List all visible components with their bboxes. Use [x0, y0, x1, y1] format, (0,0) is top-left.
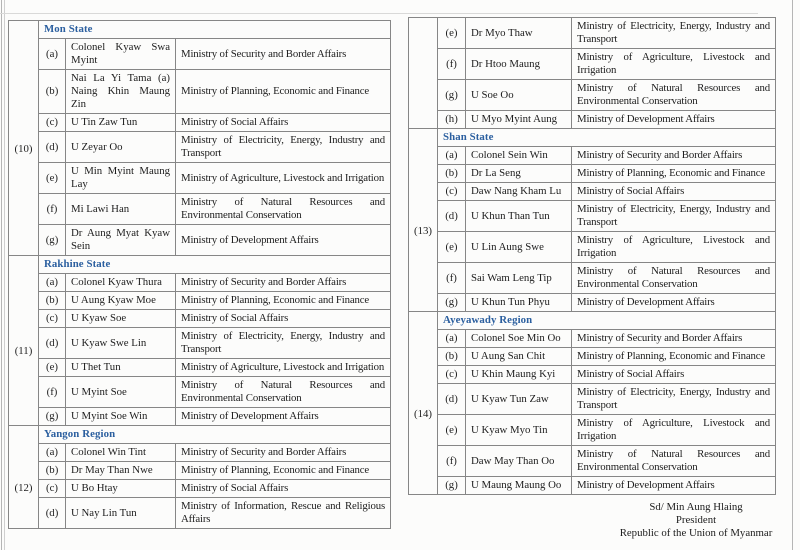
page-edge-line-left-outer [1, 0, 2, 550]
state-header-row [409, 129, 776, 147]
member-name: Nai La Yi Tama (a) Naing Khin Maung Zin [66, 70, 176, 114]
member-name: Dr Htoo Maung [466, 49, 572, 80]
member-number: (10) [9, 21, 39, 256]
member-name: U Lin Aung Swe [466, 232, 572, 263]
state-block [409, 18, 776, 129]
member-letter: (c) [39, 114, 66, 132]
member-letter: (g) [39, 408, 66, 426]
signature-sd-line: Sd/ Min Aung Hlaing [649, 501, 743, 513]
member-letter: (f) [39, 194, 66, 225]
member-letter: (e) [438, 18, 466, 49]
member-letter: (d) [438, 201, 466, 232]
member-letter: (c) [39, 480, 66, 498]
table-row [409, 49, 776, 80]
table-row [409, 201, 776, 232]
table-row [9, 444, 391, 462]
table-row [9, 462, 391, 480]
member-name: U Min Myint Maung Lay [66, 163, 176, 194]
member-name: Colonel Kyaw Thura [66, 274, 176, 292]
signature-title-line: President [675, 514, 717, 526]
table-row [409, 147, 776, 165]
member-letter: (b) [39, 70, 66, 114]
member-name: Mi Lawi Han [66, 194, 176, 225]
member-ministry: Ministry of Natural Resources and Environmental Conservation [176, 194, 391, 225]
member-letter: (g) [438, 294, 466, 312]
member-name: U Khun Tun Phyu [466, 294, 572, 312]
table-row [409, 263, 776, 294]
table-row [409, 232, 776, 263]
member-ministry: Ministry of Agriculture, Livestock and Irrigation [176, 359, 391, 377]
state-government-table [8, 20, 391, 529]
member-ministry: Ministry of Natural Resources and Environmental Conservation [572, 80, 776, 111]
member-name: U Thet Tun [66, 359, 176, 377]
state-header: Rakhine State [39, 256, 391, 274]
member-letter: (f) [438, 263, 466, 294]
member-letter: (g) [39, 225, 66, 256]
table-row [9, 310, 391, 328]
table-row [9, 292, 391, 310]
member-ministry: Ministry of Planning, Economic and Finance [176, 292, 391, 310]
member-ministry: Ministry of Planning, Economic and Finance [176, 462, 391, 480]
member-letter: (b) [39, 292, 66, 310]
state-block [409, 129, 776, 312]
member-ministry: Ministry of Security and Border Affairs [572, 330, 776, 348]
table-row [409, 183, 776, 201]
table-row [9, 498, 391, 529]
state-header: Ayeyawady Region [438, 312, 776, 330]
table-row [409, 111, 776, 129]
state-header: Shan State [438, 129, 776, 147]
member-ministry: Ministry of Development Affairs [572, 477, 776, 495]
government-table-column-left [8, 20, 390, 529]
signature-block [600, 501, 792, 540]
table-row [9, 70, 391, 114]
member-name: U Bo Htay [66, 480, 176, 498]
member-name: Daw May Than Oo [466, 446, 572, 477]
member-letter: (g) [438, 477, 466, 495]
state-header-row [9, 256, 391, 274]
member-letter: (a) [39, 39, 66, 70]
member-letter: (c) [39, 310, 66, 328]
member-ministry: Ministry of Development Affairs [176, 225, 391, 256]
table-row [9, 225, 391, 256]
member-name: Colonel Soe Min Oo [466, 330, 572, 348]
member-ministry: Ministry of Electricity, Energy, Industry and Transport [572, 384, 776, 415]
state-block [9, 426, 391, 529]
state-header-row [9, 426, 391, 444]
member-name: U Kyaw Myo Tin [466, 415, 572, 446]
table-row [409, 415, 776, 446]
member-letter: (e) [39, 359, 66, 377]
member-letter: (d) [39, 132, 66, 163]
table-row [9, 328, 391, 359]
signature-country-line: Republic of the Union of Myanmar [619, 527, 773, 539]
member-name: Dr La Seng [466, 165, 572, 183]
member-number: (13) [409, 129, 438, 312]
table-row [409, 330, 776, 348]
member-letter: (e) [438, 415, 466, 446]
member-name: U Myint Soe [66, 377, 176, 408]
member-letter: (g) [438, 80, 466, 111]
member-ministry: Ministry of Planning, Economic and Finance [176, 70, 391, 114]
state-government-table [408, 17, 776, 495]
table-row [9, 408, 391, 426]
member-ministry: Ministry of Social Affairs [176, 480, 391, 498]
table-row [409, 348, 776, 366]
member-name: Dr Aung Myat Kyaw Sein [66, 225, 176, 256]
member-ministry: Ministry of Electricity, Energy, Industry and Transport [572, 201, 776, 232]
member-name: Colonel Kyaw Swa Myint [66, 39, 176, 70]
member-letter: (d) [39, 328, 66, 359]
member-name: Sai Wam Leng Tip [466, 263, 572, 294]
member-ministry: Ministry of Natural Resources and Environmental Conservation [572, 446, 776, 477]
state-block [9, 21, 391, 256]
member-letter: (a) [438, 330, 466, 348]
member-letter: (f) [39, 377, 66, 408]
state-header-row [409, 312, 776, 330]
table-row [9, 132, 391, 163]
table-row [409, 165, 776, 183]
member-ministry: Ministry of Agriculture, Livestock and Irrigation [572, 49, 776, 80]
page-edge-line-right [792, 0, 793, 550]
state-header: Yangon Region [39, 426, 391, 444]
member-letter: (e) [438, 232, 466, 263]
member-ministry: Ministry of Social Affairs [176, 310, 391, 328]
table-row [9, 359, 391, 377]
table-row [9, 39, 391, 70]
member-name: U Kyaw Swe Lin [66, 328, 176, 359]
table-row [409, 477, 776, 495]
table-row [409, 80, 776, 111]
table-row [409, 18, 776, 49]
table-row [9, 194, 391, 225]
member-letter: (a) [39, 444, 66, 462]
member-letter: (a) [39, 274, 66, 292]
member-number: (14) [409, 312, 438, 495]
member-letter: (e) [39, 163, 66, 194]
member-ministry: Ministry of Agriculture, Livestock and Irrigation [572, 415, 776, 446]
member-letter: (d) [438, 384, 466, 415]
table-row [9, 377, 391, 408]
member-name: U Khin Maung Kyi [466, 366, 572, 384]
member-ministry: Ministry of Development Affairs [572, 111, 776, 129]
member-letter: (c) [438, 366, 466, 384]
member-ministry: Ministry of Natural Resources and Environmental Conservation [572, 263, 776, 294]
table-row [409, 384, 776, 415]
member-ministry: Ministry of Development Affairs [572, 294, 776, 312]
member-letter: (a) [438, 147, 466, 165]
member-ministry: Ministry of Social Affairs [572, 366, 776, 384]
member-name: Dr Myo Thaw [466, 18, 572, 49]
member-letter: (d) [39, 498, 66, 529]
member-name: U Kyaw Soe [66, 310, 176, 328]
member-letter: (b) [438, 348, 466, 366]
member-ministry: Ministry of Electricity, Energy, Industry and Transport [572, 18, 776, 49]
member-letter: (f) [438, 446, 466, 477]
table-row [9, 480, 391, 498]
member-letter: (b) [438, 165, 466, 183]
member-ministry: Ministry of Security and Border Affairs [572, 147, 776, 165]
table-row [409, 366, 776, 384]
member-letter: (c) [438, 183, 466, 201]
member-ministry: Ministry of Information, Rescue and Religious Affairs [176, 498, 391, 529]
member-ministry: Ministry of Security and Border Affairs [176, 444, 391, 462]
table-row [409, 446, 776, 477]
member-name: Daw Nang Kham Lu [466, 183, 572, 201]
member-ministry: Ministry of Agriculture, Livestock and Irrigation [176, 163, 391, 194]
member-ministry: Ministry of Electricity, Energy, Industry and Transport [176, 328, 391, 359]
member-name: U Soe Oo [466, 80, 572, 111]
member-name: Dr May Than Nwe [66, 462, 176, 480]
state-header-row [9, 21, 391, 39]
member-name: Colonel Sein Win [466, 147, 572, 165]
state-header: Mon State [39, 21, 391, 39]
member-name: U Myo Myint Aung [466, 111, 572, 129]
member-ministry: Ministry of Planning, Economic and Finance [572, 348, 776, 366]
member-number: (12) [9, 426, 39, 529]
member-name: U Aung San Chit [466, 348, 572, 366]
member-ministry: Ministry of Development Affairs [176, 408, 391, 426]
member-letter: (b) [39, 462, 66, 480]
table-row [9, 163, 391, 194]
table-row [9, 274, 391, 292]
state-block [9, 256, 391, 426]
table-row [9, 114, 391, 132]
member-name: U Zeyar Oo [66, 132, 176, 163]
member-name: U Maung Maung Oo [466, 477, 572, 495]
member-name: U Myint Soe Win [66, 408, 176, 426]
member-ministry: Ministry of Social Affairs [176, 114, 391, 132]
member-name: U Kyaw Tun Zaw [466, 384, 572, 415]
page-top-rule [0, 13, 758, 14]
member-name: U Aung Kyaw Moe [66, 292, 176, 310]
member-ministry: Ministry of Social Affairs [572, 183, 776, 201]
member-name: Colonel Win Tint [66, 444, 176, 462]
table-row [409, 294, 776, 312]
member-name: U Khun Than Tun [466, 201, 572, 232]
member-letter: (f) [438, 49, 466, 80]
member-name: U Tin Zaw Tun [66, 114, 176, 132]
page-edge-line-left-inner [4, 0, 5, 550]
member-ministry: Ministry of Electricity, Energy, Industry and Transport [176, 132, 391, 163]
member-ministry: Ministry of Security and Border Affairs [176, 39, 391, 70]
member-letter: (h) [438, 111, 466, 129]
member-ministry: Ministry of Planning, Economic and Finance [572, 165, 776, 183]
member-number: (11) [9, 256, 39, 426]
state-block [409, 312, 776, 495]
member-ministry: Ministry of Agriculture, Livestock and Irrigation [572, 232, 776, 263]
member-ministry: Ministry of Natural Resources and Environmental Conservation [176, 377, 391, 408]
member-number [409, 18, 438, 129]
member-name: U Nay Lin Tun [66, 498, 176, 529]
government-table-column-right [408, 17, 775, 495]
member-ministry: Ministry of Security and Border Affairs [176, 274, 391, 292]
